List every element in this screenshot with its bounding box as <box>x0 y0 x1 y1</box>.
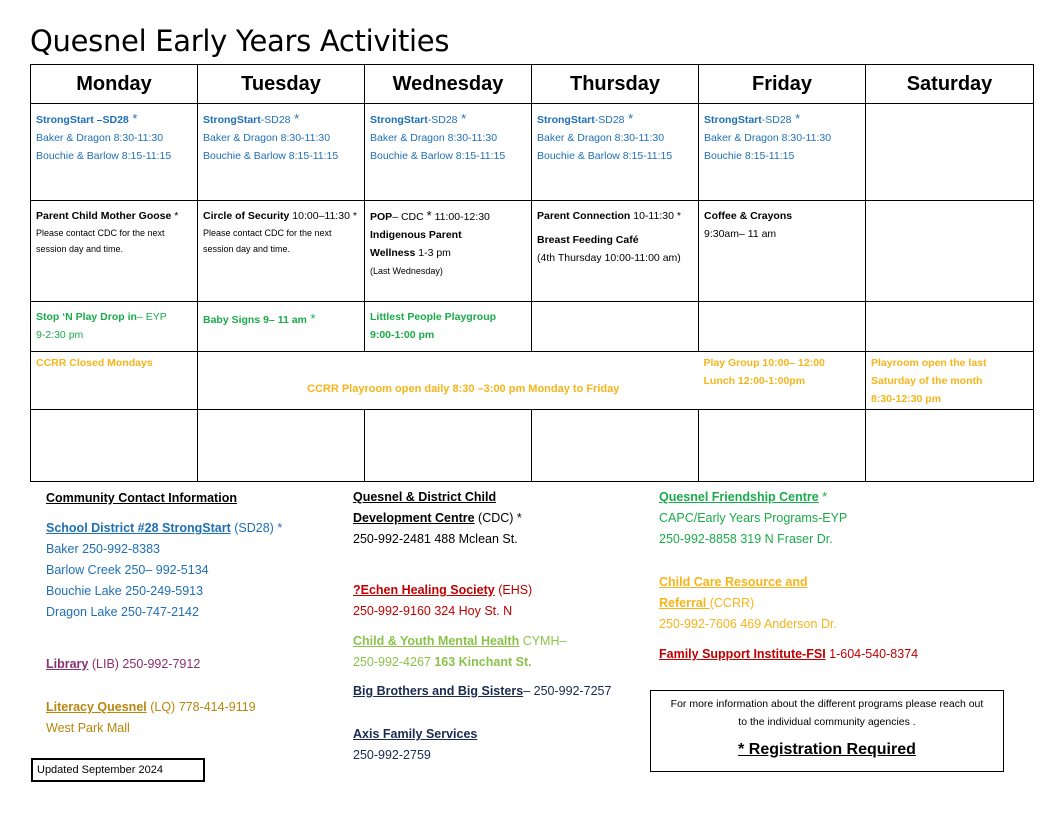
ccrr-playroom-note: CCRR Playroom open daily 8:30 –3:00 pm Monday to Friday <box>307 383 620 395</box>
contact-abbr: (LQ) <box>146 700 176 714</box>
contact-phone: – 250-992-7257 <box>523 684 612 698</box>
contact-abbr: (SD28) <box>230 521 274 535</box>
cell-wednesday <box>365 410 532 482</box>
contact-line: Baker 250-992-8383 <box>46 542 160 556</box>
contact-heading: Community Contact Information <box>46 491 237 505</box>
contact-name: Child Care Resource and <box>659 575 808 589</box>
cell-friday <box>699 410 866 482</box>
contact-ehs <box>353 580 532 622</box>
contact-abbr: CYMH– <box>519 634 567 648</box>
program-name: Breast Feeding Café <box>537 234 639 246</box>
empty-row <box>31 410 1034 482</box>
cell-monday <box>31 302 198 352</box>
cell-saturday <box>866 104 1034 201</box>
contact-phone: 1-604-540-8374 <box>825 647 919 661</box>
day-header-row <box>31 65 1034 104</box>
registration-star: * <box>673 210 681 222</box>
program-org: -SD28 <box>761 114 792 126</box>
contact-name: Child & Youth Mental Health <box>353 634 520 648</box>
program-time: 10:00–11:30 <box>289 210 350 222</box>
contact-line: Barlow Creek 250– 992-5134 <box>46 563 209 577</box>
registration-star: * <box>306 311 316 326</box>
program-time: 1-3 pm <box>415 247 451 259</box>
registration-star: * <box>624 111 634 126</box>
cell-tuesday <box>198 201 365 302</box>
day-header: Friday <box>699 65 866 104</box>
registration-star: * <box>513 511 522 525</box>
contact-phone: 250-992-7912 <box>118 657 201 671</box>
program-org: -SD28 <box>427 114 458 126</box>
cell-wednesday <box>365 201 532 302</box>
contact-line: 250-992-2759 <box>353 748 431 762</box>
program-org: -SD28 <box>594 114 625 126</box>
program-name: StrongStart <box>36 114 94 126</box>
program-name: POP <box>370 211 393 223</box>
cell-thursday <box>532 201 699 302</box>
contact-literacy <box>46 697 256 739</box>
program-note: session day and time. <box>36 244 124 254</box>
day-header: Monday <box>31 65 198 104</box>
contact-ccrr <box>659 572 837 635</box>
program-name: StrongStart <box>203 114 261 126</box>
contact-line: 250-992-4267 <box>353 655 435 669</box>
cell-saturday <box>866 410 1034 482</box>
contact-name: Quesnel & District Child <box>353 490 497 504</box>
registration-star: * <box>171 210 179 222</box>
cell-saturday <box>866 201 1034 302</box>
program-time: 9:00-1:00 pm <box>370 329 435 341</box>
contact-fsi <box>659 644 918 665</box>
contact-line: 250-992-8858 319 N Fraser Dr. <box>659 532 833 546</box>
program-time: Lunch 12:00-1:00pm <box>703 375 806 387</box>
cell-saturday <box>866 302 1034 352</box>
cell-tuesday <box>198 104 365 201</box>
program-time: Bouchie & Barlow 8:15-11:15 <box>36 150 172 162</box>
cell-thursday <box>532 104 699 201</box>
cell-thursday <box>532 410 699 482</box>
contact-axis <box>353 724 477 766</box>
cell-friday <box>699 302 866 352</box>
cell-monday <box>31 201 198 302</box>
program-name: Baby Signs 9– 11 am <box>203 314 307 326</box>
program-org: – CDC <box>392 211 427 223</box>
contact-abbr: (LIB) <box>88 657 119 671</box>
cell-friday <box>699 352 866 410</box>
contact-name: Referral <box>659 596 710 610</box>
program-org: –SD28 <box>93 114 129 126</box>
program-time: 9:30am– 11 am <box>704 228 777 240</box>
program-time: Bouchie & Barlow 8:15-11:15 <box>537 150 673 162</box>
ccrr-row <box>31 352 1034 410</box>
contact-name: ?Echen Healing Society <box>353 583 495 597</box>
program-time: Baker & Dragon 8:30-11:30 <box>704 132 832 144</box>
contact-abbr: (CDC) <box>474 511 514 525</box>
registration-star: * <box>349 210 357 222</box>
contact-line: 250-992-2481 488 Mclean St. <box>353 532 518 546</box>
program-note: (Last Wednesday) <box>370 266 443 276</box>
contact-name: Development Centre <box>353 511 475 525</box>
cell-saturday <box>866 352 1034 410</box>
cell-friday <box>699 201 866 302</box>
contact-cdc <box>353 487 522 550</box>
contact-phone: 778-414-9119 <box>175 700 256 714</box>
registration-star: * <box>290 111 300 126</box>
contact-line: 250-992-7606 469 Anderson Dr. <box>659 617 837 631</box>
contact-line: Bouchie Lake 250-249-5913 <box>46 584 204 598</box>
program-name: Indigenous Parent <box>370 229 462 241</box>
program-org: -SD28 <box>260 114 291 126</box>
contact-name: Library <box>46 657 89 671</box>
program-name: Stop ‘N Play Drop in <box>36 311 137 323</box>
program-note: (4th Thursday 10:00-11:00 am) <box>537 252 681 264</box>
contact-name: Quesnel Friendship Centre <box>659 490 819 504</box>
cell-monday <box>31 104 198 201</box>
contact-cymh <box>353 631 566 673</box>
contact-abbr: (CCRR) <box>709 596 755 610</box>
registration-star: * <box>791 111 801 126</box>
contact-abbr: (EHS) <box>494 583 533 597</box>
program-name: StrongStart <box>370 114 428 126</box>
contact-bbbs <box>353 681 611 702</box>
program-time: Bouchie & Barlow 8:15-11:15 <box>203 150 339 162</box>
day-header: Wednesday <box>365 65 532 104</box>
cell-wednesday <box>365 104 532 201</box>
contact-name: Family Support Institute-FSI <box>659 647 826 661</box>
contact-address: 163 Kinchant St. <box>434 655 532 669</box>
contact-line: Dragon Lake 250-747-2142 <box>46 605 199 619</box>
cell-thursday <box>532 302 699 352</box>
contact-name: Literacy Quesnel <box>46 700 147 714</box>
program-time: Play Group 10:00– 12:00 <box>703 357 825 369</box>
program-time: 8:30-12:30 pm <box>871 393 942 405</box>
day-header: Thursday <box>532 65 699 104</box>
contact-line: West Park Mall <box>46 721 130 735</box>
program-time: 9-2:30 pm <box>36 329 84 341</box>
cell-tuesday <box>198 410 365 482</box>
program-org: – EYP <box>136 311 167 323</box>
contact-line: CAPC/Early Years Programs-EYP <box>659 511 848 525</box>
info-text: to the individual community agencies . <box>738 716 916 728</box>
program-note: Please contact CDC for the next <box>203 228 332 238</box>
cell-monday <box>31 410 198 482</box>
day-header: Tuesday <box>198 65 365 104</box>
registration-star: * <box>273 521 283 535</box>
program-note: session day and time. <box>203 244 291 254</box>
contact-line: 250-992-9160 324 Hoy St. N <box>353 604 513 618</box>
schedule-table <box>30 64 1034 482</box>
program-name: Wellness <box>370 247 416 259</box>
registration-star: * <box>457 111 467 126</box>
program-time: Baker & Dragon 8:30-11:30 <box>537 132 665 144</box>
program-time: 10-11:30 <box>630 210 674 222</box>
program-time: Baker & Dragon 8:30-11:30 <box>370 132 498 144</box>
contact-sd28 <box>46 518 282 623</box>
programs-row <box>31 201 1034 302</box>
dropin-row <box>31 302 1034 352</box>
day-header: Saturday <box>866 65 1034 104</box>
registration-star: * <box>818 490 828 504</box>
program-time: Bouchie 8:15-11:15 <box>704 150 795 162</box>
strongstart-row <box>31 104 1034 201</box>
program-time: Baker & Dragon 8:30-11:30 <box>36 132 164 144</box>
program-name: Parent Connection <box>537 210 631 222</box>
cell-wednesday <box>365 302 532 352</box>
contact-library <box>46 654 200 675</box>
program-name: StrongStart <box>537 114 595 126</box>
cell-monday <box>31 352 198 410</box>
registration-required: * Registration Required <box>738 741 916 758</box>
page-title: Quesnel Early Years Activities <box>30 24 450 58</box>
registration-star: * <box>426 208 432 223</box>
program-note: Saturday of the month <box>871 375 983 387</box>
program-note: Playroom open the last <box>871 357 987 369</box>
program-time: 11:00-12:30 <box>431 211 490 223</box>
contact-friendship <box>659 487 847 550</box>
contact-name: School District #28 StrongStart <box>46 521 231 535</box>
cell-merged <box>198 352 699 410</box>
program-name: StrongStart <box>704 114 762 126</box>
program-time: Baker & Dragon 8:30-11:30 <box>203 132 331 144</box>
registration-star: * <box>128 111 138 126</box>
contact-name: Axis Family Services <box>353 727 478 741</box>
cell-friday <box>699 104 866 201</box>
program-note: CCRR Closed Mondays <box>36 357 153 369</box>
contact-name: Big Brothers and Big Sisters <box>353 684 524 698</box>
program-name: Circle of Security <box>203 210 290 222</box>
updated-date: Updated September 2024 <box>31 758 205 782</box>
program-name: Littlest People Playgroup <box>370 311 497 323</box>
info-box <box>650 690 1004 772</box>
program-name: Parent Child Mother Goose <box>36 210 172 222</box>
info-text: For more information about the different programs please reach out <box>670 698 984 710</box>
program-name: Coffee & Crayons <box>704 210 793 222</box>
cell-tuesday <box>198 302 365 352</box>
program-time: Bouchie & Barlow 8:15-11:15 <box>370 150 506 162</box>
program-note: Please contact CDC for the next <box>36 228 165 238</box>
